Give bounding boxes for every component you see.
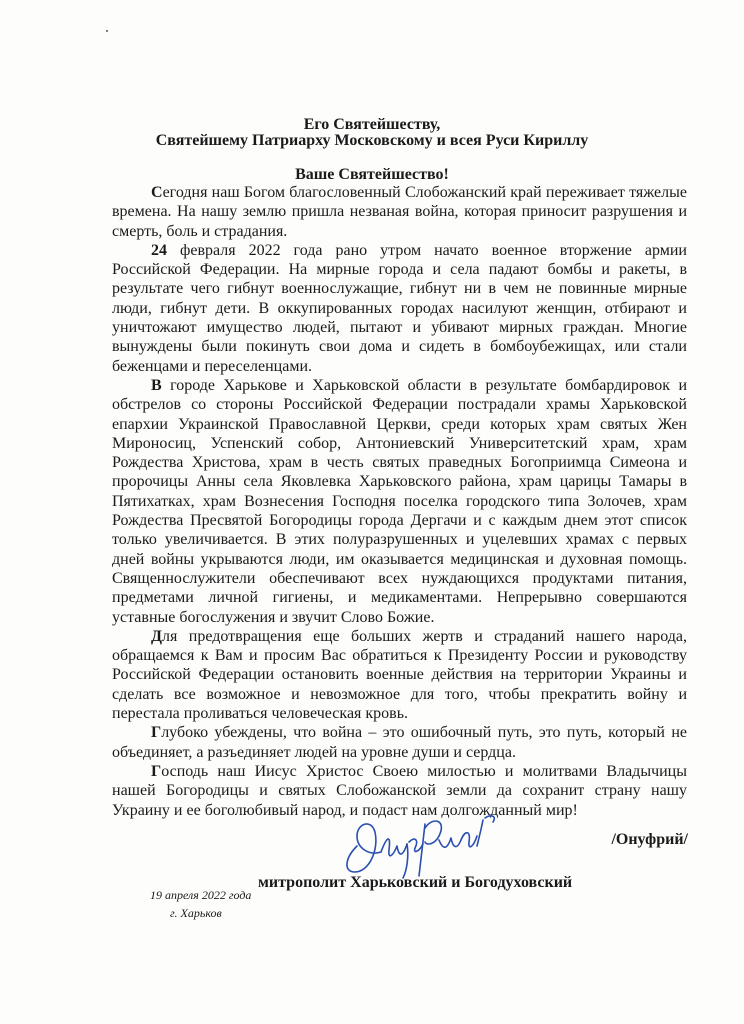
paragraph-2 [112,241,687,376]
paragraph-text: февраля 2022 года рано утром начато военное вторжение армии Российской Федерации. На мирные города и села падают бомбы и ракеты, в результате чего гибнут военнослужащие, гибнут ни в чем не повинные мирные люди, гибнут дети. В оккупированных городах насилуют женщин, отбирают и уничтожают имущество людей, пытают и убивают мирных граждан. Многие вынуждены были покинуть свои дома и сидеть в бомбоубежищах, или стали беженцами и переселенцами. [112,241,687,375]
paragraph-4 [112,627,687,723]
signer-title: митрополит Харьковский и Богодуховский [258,874,573,891]
addressee-line-1: Его Святейшеству, [303,116,441,133]
paragraph-initial: Г [151,724,162,742]
paragraph-text: лубоко убеждены, что война – это ошибочный путь, это путь, который не объединяет, а разъединяет людей на уровне души и сердца. [112,724,687,761]
paragraph-text: осподь наш Иисус Христос Своею милостью и молитвами Владычицы нашей Богородицы и святых Слобожанской земли да сохранит страну нашу Украину и ее боголюбивый народ, и подаст нам долгожданный мир! [112,762,687,819]
paragraph-text: ля предотвращения еще больших жертв и страданий нашего народа, обращаемся к Вам и просим Вас обратиться к Президенту России и руководству Российской Федерации остановить военные действия на территории Украины и сделать все возможное и невозможное для того, чтобы прекратить войну и перестала проливаться человеческая кровь. [112,627,687,723]
handwritten-signature [335,806,515,882]
paragraph-3 [112,376,687,627]
letter-date: 19 апреля 2022 года [150,888,252,902]
paragraph-1 [112,183,687,241]
addressee-line-2: Святейшему Патриарху Московскому и всея Руси Кириллу [155,132,589,149]
paragraph-initial: Д [151,627,163,645]
paragraph-initial: С [151,184,163,201]
letter-body [112,183,687,820]
paragraph-initial: 24 [151,241,167,259]
paragraph-text: городе Харькове и Харьковской области в результате бомбардировок и обстрелов со стороны Российской Федерации пострадали храмы Харьковской епархии Украинской Православной Церкви, среди которых храм святых Жен Мироносиц, Успенский собор, Антониевский Университетский храм, храм Рождества Христова, храм в честь святых праведных Богоприимца Симеона и пророчицы Анны села Яковлевка Харьковского района, храм царицы Тамары в Пятихатках, храм Вознесения Господня поселка городского типа Золочев, храм Рождества Пресвятой Богородицы города Дергачи и с каждым днем этот список только увеличивается. В этих полуразрушенных и уцелевших храмах с первых дней войны укрываются люди, им оказывается медицинская и духовная помощь. Священнослужители обеспечивают всех нуждающихся продуктами питания, предметами личной гигиены, и медикаментами. Непрерывно совершаются уставные богослужения и звучит Слово Божие. [112,376,687,626]
paragraph-5 [112,723,687,762]
salutation: Ваше Святейшество! [295,166,449,183]
signoff-name: /Онуфрий/ [611,831,688,848]
letter-city: г. Харьков [170,906,222,920]
paragraph-initial: Г [151,762,162,780]
paragraph-initial: В [151,376,162,394]
paragraph-text: егодня наш Богом благословенный Слобожанский край переживает тяжелые времена. На нашу землю пришла незваная война, которая приносит разрушения и смерть, боль и страдания. [112,184,687,240]
scan-speck [106,30,108,32]
